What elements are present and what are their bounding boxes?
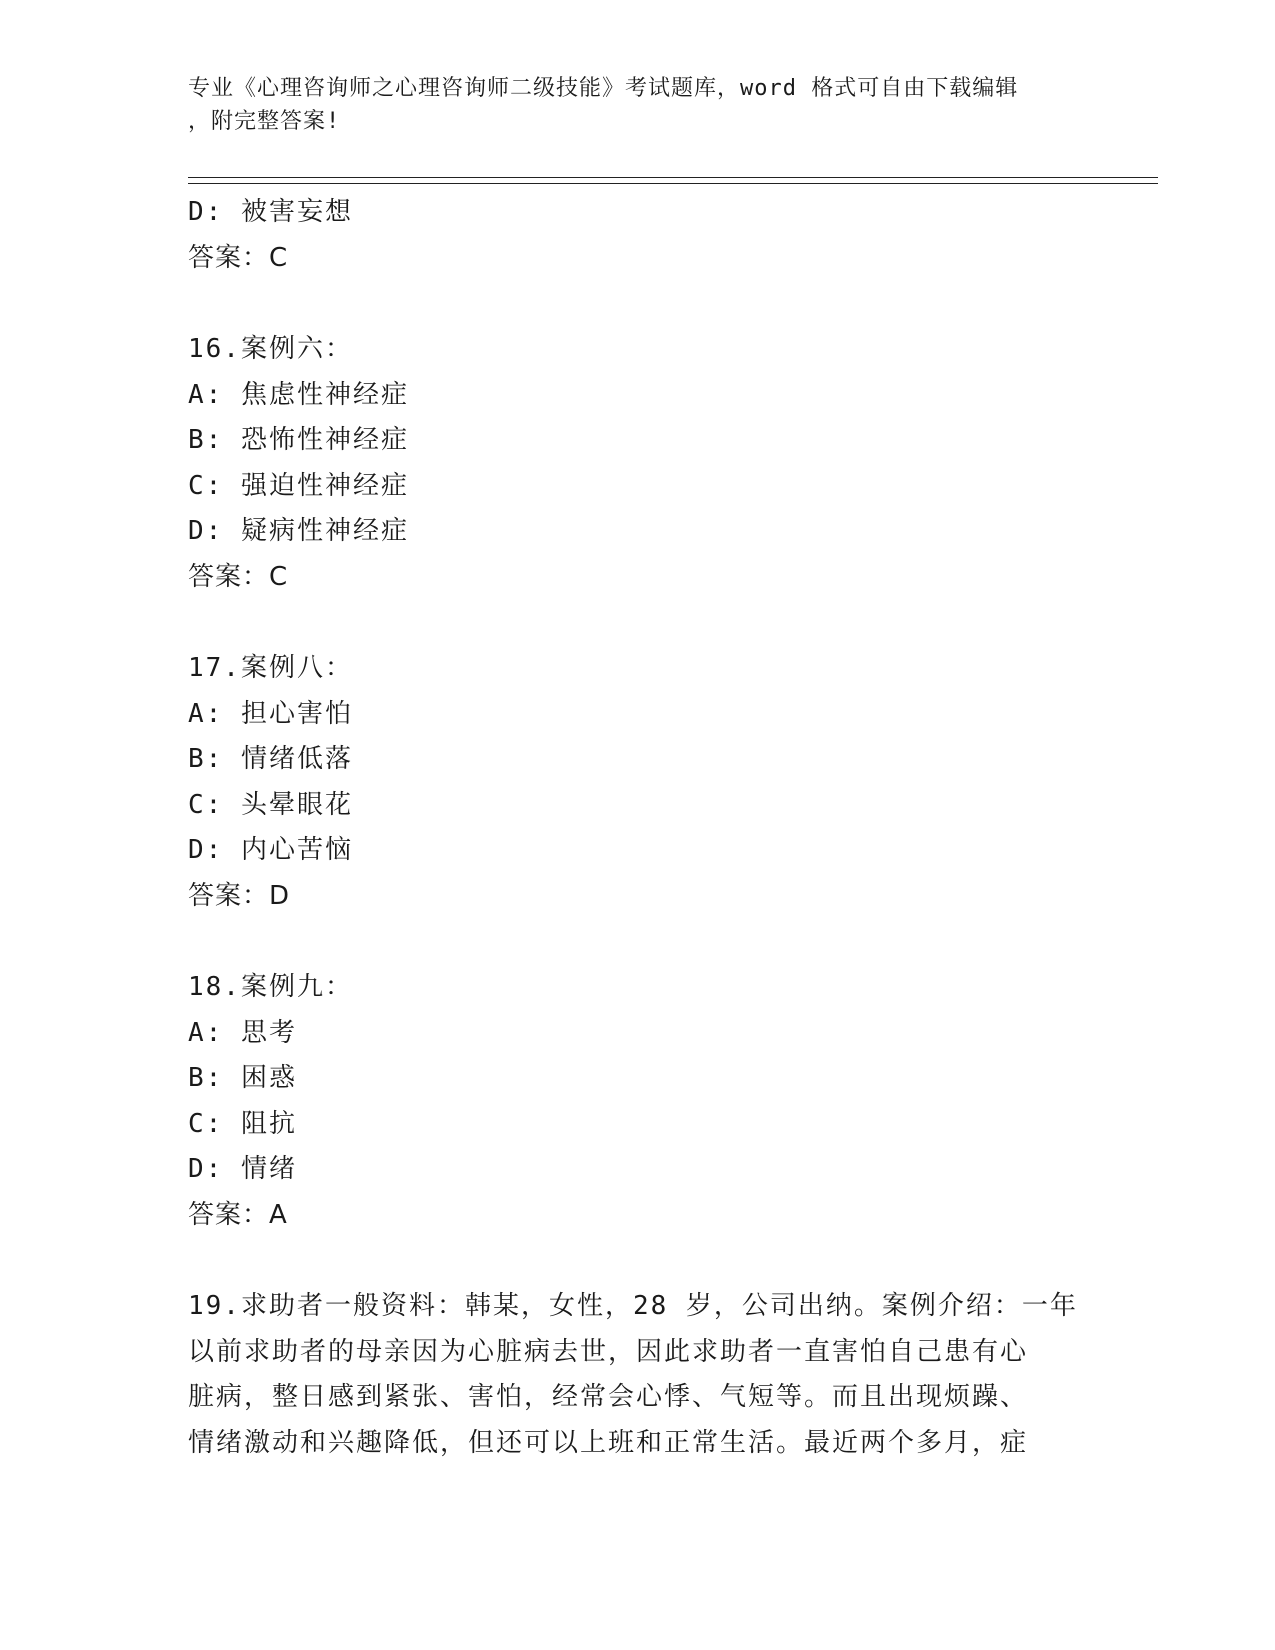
question-17 xyxy=(188,646,1088,919)
question-19 xyxy=(188,1284,1088,1466)
header-line-1: 专业《心理咨询师之心理咨询师二级技能》考试题库，word 格式可自由下载编辑 xyxy=(188,76,1019,101)
question-19-line-1: 19.求助者一般资料：韩某，女性，28 岁，公司出纳。案例介绍：一年 xyxy=(188,1291,1078,1321)
header-line-2: ，附完整答案! xyxy=(188,109,341,134)
option-c: C: 强迫性神经症 xyxy=(188,470,409,501)
option-a: A: 焦虑性神经症 xyxy=(188,379,409,410)
option-b: B: 情绪低落 xyxy=(188,744,353,774)
answer-line: 答案：C xyxy=(188,561,289,592)
option-c: C: 头晕眼花 xyxy=(188,789,353,820)
question-stem: 17.案例八： xyxy=(188,653,353,683)
question-stem: 16.案例六： xyxy=(188,334,353,364)
answer-line: 答案：A xyxy=(188,1199,288,1230)
option-a: A: 担心害怕 xyxy=(188,698,353,729)
question-19-line-3: 脏病，整日感到紧张、害怕，经常会心悸、气短等。而且出现烦躁、 xyxy=(188,1382,1029,1412)
document-body xyxy=(188,190,1088,1466)
option-d: D: 疑病性神经症 xyxy=(188,516,409,546)
question-stem: 18.案例九： xyxy=(188,972,353,1002)
spacer xyxy=(188,1238,1088,1284)
option-d: D: 内心苦恼 xyxy=(188,835,353,865)
answer-line: 答案：D xyxy=(188,880,291,911)
header-divider-bottom xyxy=(188,183,1158,184)
header-divider-top xyxy=(188,177,1158,178)
answer-line: 答案：C xyxy=(188,242,289,273)
option-d: D: 情绪 xyxy=(188,1154,297,1184)
question-19-line-2: 以前求助者的母亲因为心脏病去世，因此求助者一直害怕自己患有心 xyxy=(188,1336,1029,1367)
option-c: C: 阻抗 xyxy=(188,1108,297,1139)
spacer xyxy=(188,600,1088,646)
option-a: A: 思考 xyxy=(188,1017,297,1048)
option-b: B: 恐怖性神经症 xyxy=(188,425,409,455)
spacer xyxy=(188,919,1088,965)
document-header xyxy=(188,72,1088,138)
question-19-line-4: 情绪激动和兴趣降低，但还可以上班和正常生活。最近两个多月，症 xyxy=(188,1427,1029,1458)
spacer xyxy=(188,281,1088,327)
option-b: B: 困惑 xyxy=(188,1063,297,1093)
question-16 xyxy=(188,327,1088,600)
option-d: D: 被害妄想 xyxy=(188,197,353,227)
question-18 xyxy=(188,965,1088,1238)
